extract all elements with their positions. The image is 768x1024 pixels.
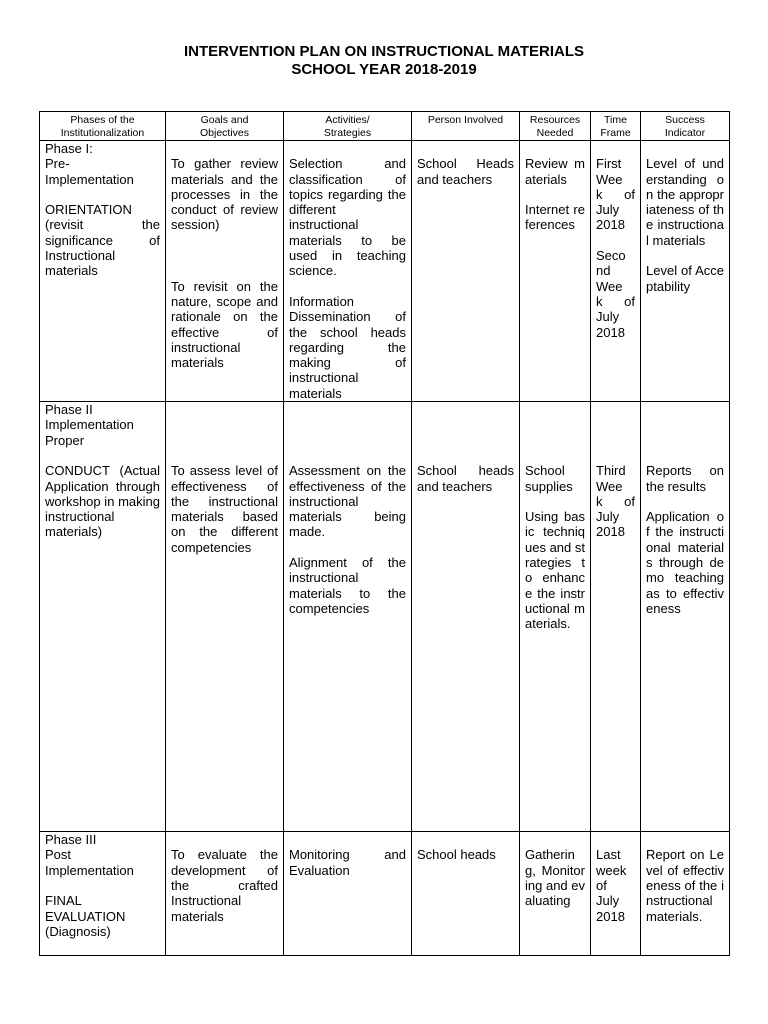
resource-text: Using basic techniques and strategies to enhance the instructional materials. bbox=[525, 509, 585, 632]
activity-text: Alignment of the instructional materials to the competencies bbox=[289, 555, 406, 616]
time-cell: Third Wee k of July 2018 bbox=[591, 402, 641, 832]
phase-detail: CONDUCT (Actual Application through workshop in making instructional materials) bbox=[45, 463, 160, 540]
success-text: Reports on the results bbox=[646, 463, 724, 494]
resources-cell bbox=[520, 141, 591, 402]
success-text: Report on Level of effectiveness of the instructional materials. bbox=[646, 847, 724, 924]
header-time: Time Frame bbox=[591, 112, 641, 141]
time-cell: First Wee k of July 2018 Seco nd Wee k of July 2018 bbox=[591, 141, 641, 402]
person-cell: School heads bbox=[412, 832, 520, 956]
activity-text: Selection and classification of topics regarding the different instructional materials to be used in teaching science. bbox=[289, 156, 406, 279]
table-header-row bbox=[40, 112, 730, 141]
resources-cell bbox=[520, 832, 591, 956]
success-text: Application of the instructional materials through demo teaching as to effectiveness bbox=[646, 509, 724, 616]
document-subtitle: SCHOOL YEAR 2018-2019 bbox=[291, 61, 477, 78]
resources-cell bbox=[520, 402, 591, 832]
person-cell: School Heads and teachers bbox=[412, 141, 520, 402]
activities-cell bbox=[284, 141, 412, 402]
activity-text: Assessment on the effectiveness of the instructional materials being made. bbox=[289, 463, 406, 540]
activity-text: Information Dissemination of the school heads regarding the making of instructional materials bbox=[289, 293, 406, 401]
goals-cell bbox=[166, 141, 284, 402]
header-activities: Activities/ Strategies bbox=[284, 112, 412, 141]
goal-text: To evaluate the development of the crafted Instructional materials bbox=[171, 847, 278, 924]
activities-cell bbox=[284, 832, 412, 956]
table-row bbox=[40, 832, 730, 956]
document-title: INTERVENTION PLAN ON INSTRUCTIONAL MATERIALS bbox=[183, 43, 584, 60]
resource-text: Review materials bbox=[525, 156, 585, 187]
time-cell: Last week of July 2018 bbox=[591, 832, 641, 956]
header-phases: Phases of the Institutionalization bbox=[40, 112, 166, 141]
activities-cell bbox=[284, 402, 412, 832]
goal-text: To assess level of effectiveness of the instructional materials based on the different competencies bbox=[171, 463, 278, 555]
phase-cell: Phase I: Pre- Implementation ORIENTATION (revisit the significance of Instructional materials bbox=[40, 141, 166, 402]
header-success: Success Indicator bbox=[641, 112, 730, 141]
phase-cell: Phase III Post Implementation FINAL EVALUATION (Diagnosis) bbox=[40, 832, 166, 956]
resource-text: School supplies bbox=[525, 463, 573, 494]
success-text: Level of understanding on the appropriateness of the instructional materials bbox=[646, 156, 724, 248]
phase-cell: Phase II Implementation Proper CONDUCT (Actual Application through workshop in making instructional materials) bbox=[40, 402, 166, 832]
phase-detail: FINAL EVALUATION (Diagnosis) bbox=[45, 893, 126, 939]
success-cell bbox=[641, 402, 730, 832]
activity-text: Monitoring and Evaluation bbox=[289, 847, 406, 878]
header-resources: Resources Needed bbox=[520, 112, 591, 141]
person-cell: School heads and teachers bbox=[412, 402, 520, 832]
goals-cell bbox=[166, 402, 284, 832]
resource-text: Gathering, Monitoring and evaluating bbox=[525, 847, 585, 909]
table-row bbox=[40, 402, 730, 832]
table-row bbox=[40, 141, 730, 402]
goal-text: To revisit on the nature, scope and rationale on the effective of instructional materials bbox=[171, 278, 278, 371]
header-person: Person Involved bbox=[412, 112, 520, 141]
header-goals: Goals and Objectives bbox=[166, 112, 284, 141]
success-cell bbox=[641, 832, 730, 956]
success-cell bbox=[641, 141, 730, 402]
phase-detail: ORIENTATION (revisit the significance of Instructional materials bbox=[45, 202, 160, 279]
resource-text: Internet references bbox=[525, 202, 585, 233]
intervention-plan-table bbox=[39, 111, 730, 956]
goal-text: To gather review materials and the processes in the conduct of review session) bbox=[171, 156, 278, 233]
success-text: Level of Acceptability bbox=[646, 263, 724, 294]
goals-cell bbox=[166, 832, 284, 956]
